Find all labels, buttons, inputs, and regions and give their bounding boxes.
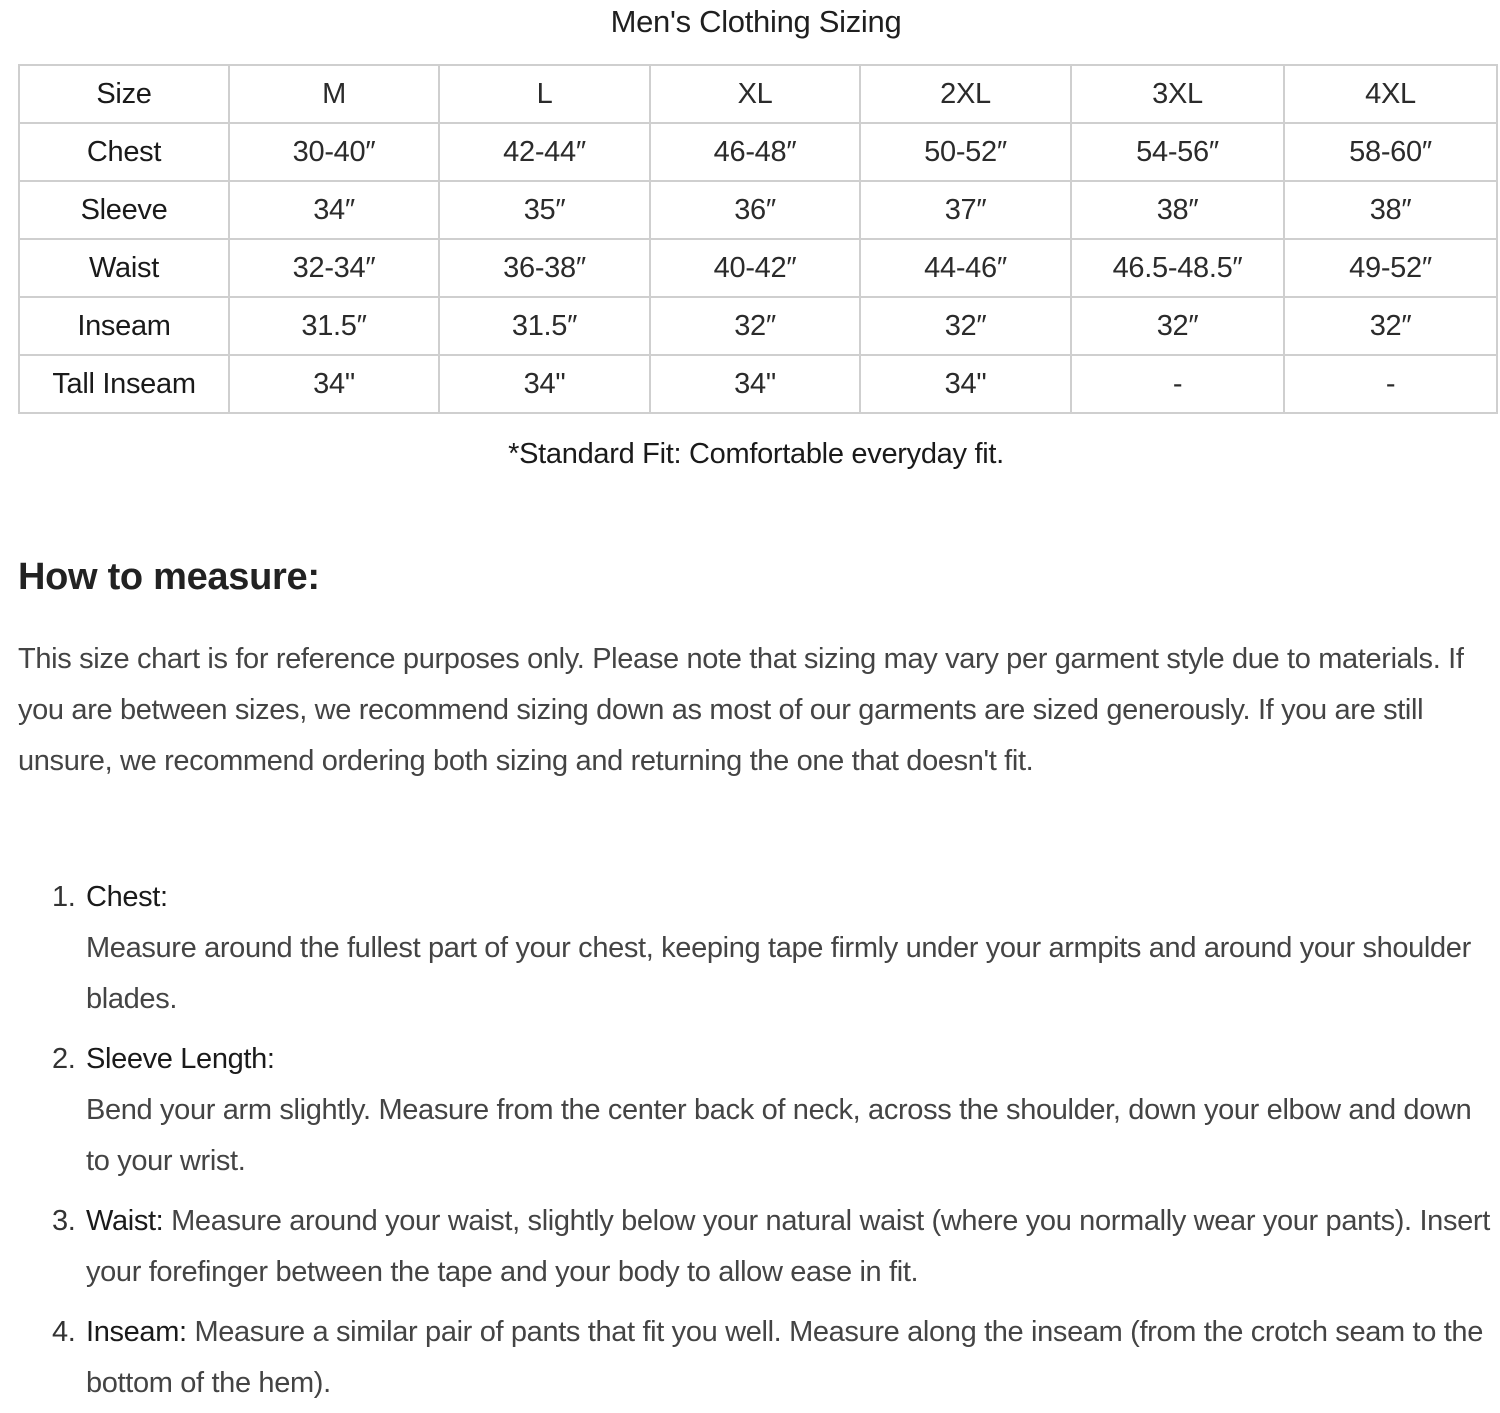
table-cell: 32-34″ [229,239,439,297]
row-label: Tall Inseam [19,355,229,413]
step-number: 1. [52,881,76,913]
header-cell-4xl: 4XL [1284,65,1497,123]
row-label: Sleeve [19,181,229,239]
list-item [52,1034,1500,1187]
table-cell: 46-48″ [650,123,860,181]
table-cell: - [1284,355,1497,413]
table-header-row [19,65,1497,123]
header-cell-2xl: 2XL [860,65,1071,123]
row-label: Chest [19,123,229,181]
step-label: Waist: [86,1205,164,1237]
table-cell: 50-52″ [860,123,1071,181]
step-description: Measure a similar pair of pants that fit you well. Measure along the inseam (from the crotch seam to the bottom of the hem). [86,1316,1483,1399]
table-cell: - [1071,355,1284,413]
table-cell: 34" [650,355,860,413]
table-cell: 58-60″ [1284,123,1497,181]
table-cell: 32″ [860,297,1071,355]
table-row-tall-inseam [19,355,1497,413]
table-cell: 30-40″ [229,123,439,181]
row-label: Inseam [19,297,229,355]
table-row-sleeve [19,181,1497,239]
row-label: Waist [19,239,229,297]
table-cell: 42-44″ [439,123,650,181]
list-item [52,1307,1500,1409]
header-cell-3xl: 3XL [1071,65,1284,123]
header-cell-xl: XL [650,65,860,123]
step-label: Sleeve Length: [86,1043,275,1075]
table-cell: 37″ [860,181,1071,239]
step-description: Measure around the fullest part of your chest, keeping tape firmly under your armpits and around your shoulder blades. [86,932,1471,1015]
table-cell: 31.5″ [229,297,439,355]
table-cell: 54-56″ [1071,123,1284,181]
table-cell: 38″ [1284,181,1497,239]
table-cell: 40-42″ [650,239,860,297]
size-chart-table [18,64,1498,414]
table-cell: 49-52″ [1284,239,1497,297]
table-cell: 35″ [439,181,650,239]
intro-paragraph: This size chart is for reference purposes only. Please note that sizing may vary per garment style due to materials. If you are between sizes, we recommend sizing down as most of our garments are sized generously. If you are still unsure, we recommend ordering both sizing and returning the one that doesn't fit. [18,643,1464,777]
table-cell: 34" [229,355,439,413]
step-number: 2. [52,1043,76,1075]
step-label: Chest: [86,881,168,913]
table-cell: 44-46″ [860,239,1071,297]
step-description: Measure around your waist, slightly below your natural waist (where you normally wear your pants). Insert your forefinger between the tape and your body to allow ease in fit. [86,1205,1490,1288]
measure-steps-list [52,872,1500,1413]
header-cell-m: M [229,65,439,123]
table-cell: 46.5-48.5″ [1071,239,1284,297]
list-item [52,1196,1500,1298]
table-cell: 38″ [1071,181,1284,239]
fit-note: *Standard Fit: Comfortable everyday fit. [508,438,1004,470]
table-cell: 32″ [1284,297,1497,355]
table-row-inseam [19,297,1497,355]
table-cell: 36″ [650,181,860,239]
header-cell-l: L [439,65,650,123]
table-row-waist [19,239,1497,297]
list-item [52,872,1500,1025]
table-cell: 36-38″ [439,239,650,297]
step-number: 4. [52,1316,76,1348]
table-cell: 32″ [1071,297,1284,355]
table-title: Men's Clothing Sizing [610,4,902,39]
step-number: 3. [52,1205,76,1237]
table-cell: 34" [439,355,650,413]
header-cell-size: Size [19,65,229,123]
step-description: Bend your arm slightly. Measure from the center back of neck, across the shoulder, down your elbow and down to your wrist. [86,1094,1472,1177]
table-cell: 31.5″ [439,297,650,355]
table-row-chest [19,123,1497,181]
table-cell: 34" [860,355,1071,413]
table-cell: 32″ [650,297,860,355]
table-cell: 34″ [229,181,439,239]
section-heading: How to measure: [18,556,320,598]
step-label: Inseam: [86,1316,187,1348]
